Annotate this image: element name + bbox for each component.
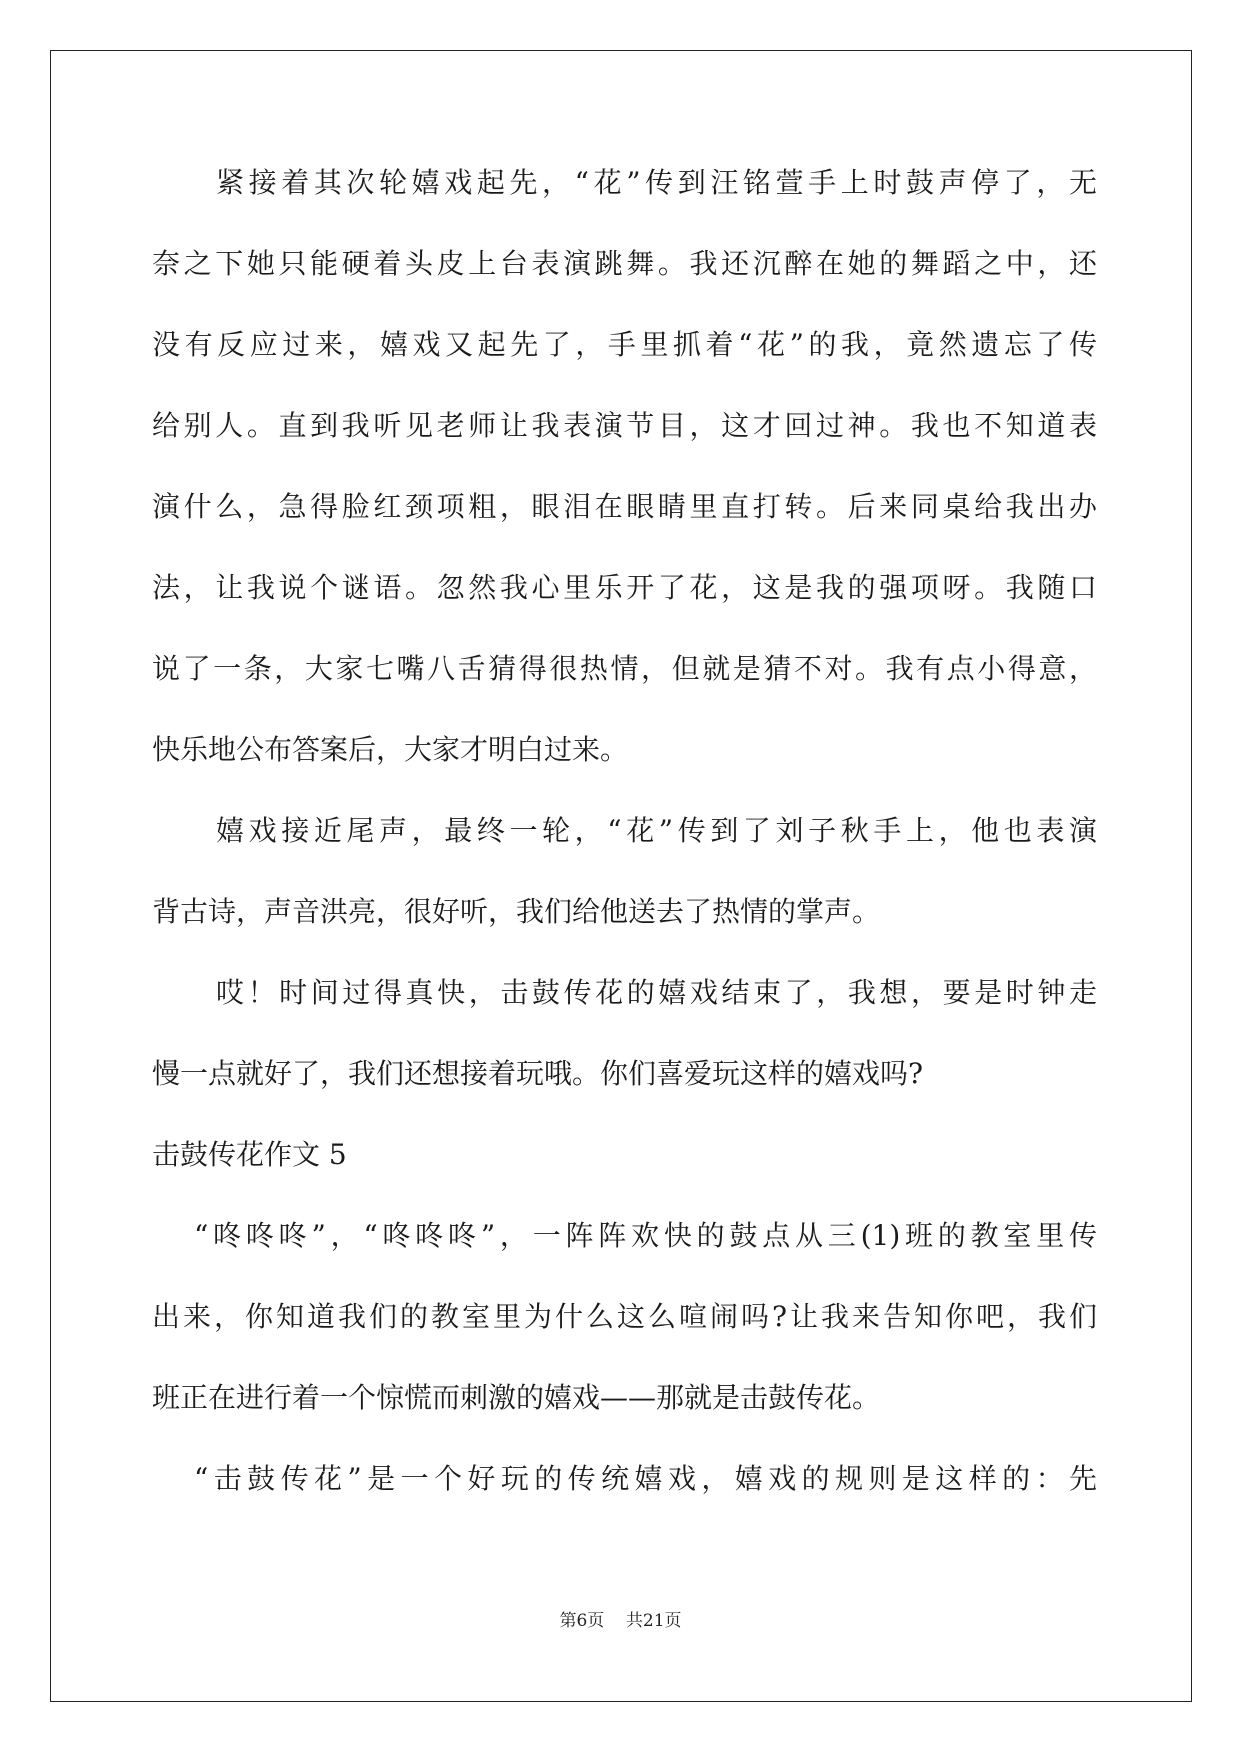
- page-number: 第6页 共21页: [559, 1611, 682, 1631]
- page-footer: [0, 1606, 1241, 1631]
- paragraph-line: 哎！时间过得真快，击鼓传花的嬉戏结束了，我想，要是时钟走: [216, 976, 1097, 1009]
- paragraph-line: 班正在进行着一个惊慌而刺激的嬉戏——那就是击鼓传花。: [152, 1381, 881, 1414]
- paragraph-line: 慢一点就好了，我们还想接着玩哦。你们喜爱玩这样的嬉戏吗?: [152, 1057, 924, 1090]
- paragraph-line: 没有反应过来，嬉戏又起先了，手里抓着“花”的我，竟然遗忘了传: [152, 328, 1097, 361]
- paragraph-line: 奈之下她只能硬着头皮上台表演跳舞。我还沉醉在她的舞蹈之中，还: [152, 247, 1097, 280]
- paragraph-line: 说了一条，大家七嘴八舌猜得很热情，但就是猜不对。我有点小得意，: [152, 652, 1097, 685]
- section-heading: 击鼓传花作文 5: [152, 1138, 347, 1171]
- paragraph-line: “咚咚咚”，“咚咚咚”，一阵阵欢快的鼓点从三(1)班的教室里传: [194, 1219, 1097, 1252]
- paragraph-line: 背古诗，声音洪亮，很好听，我们给他送去了热情的掌声。: [152, 895, 881, 928]
- paragraph-line: 紧接着其次轮嬉戏起先，“花”传到汪铭萱手上时鼓声停了，无: [216, 166, 1097, 199]
- paragraph-line: “击鼓传花”是一个好玩的传统嬉戏，嬉戏的规则是这样的：先: [194, 1462, 1097, 1495]
- paragraph-line: 出来，你知道我们的教室里为什么这么喧闹吗?让我来告知你吧，我们: [152, 1300, 1097, 1333]
- paragraph-line: 快乐地公布答案后，大家才明白过来。: [152, 733, 629, 766]
- paragraph-line: 嬉戏接近尾声，最终一轮，“花”传到了刘子秋手上，他也表演: [216, 814, 1097, 847]
- document-body: [152, 160, 1097, 1537]
- paragraph-line: 给别人。直到我听见老师让我表演节目，这才回过神。我也不知道表: [152, 409, 1097, 442]
- paragraph-line: 演什么，急得脸红颈项粗，眼泪在眼睛里直打转。后来同桌给我出办: [152, 490, 1097, 523]
- paragraph-line: 法，让我说个谜语。忽然我心里乐开了花，这是我的强项呀。我随口: [152, 571, 1097, 604]
